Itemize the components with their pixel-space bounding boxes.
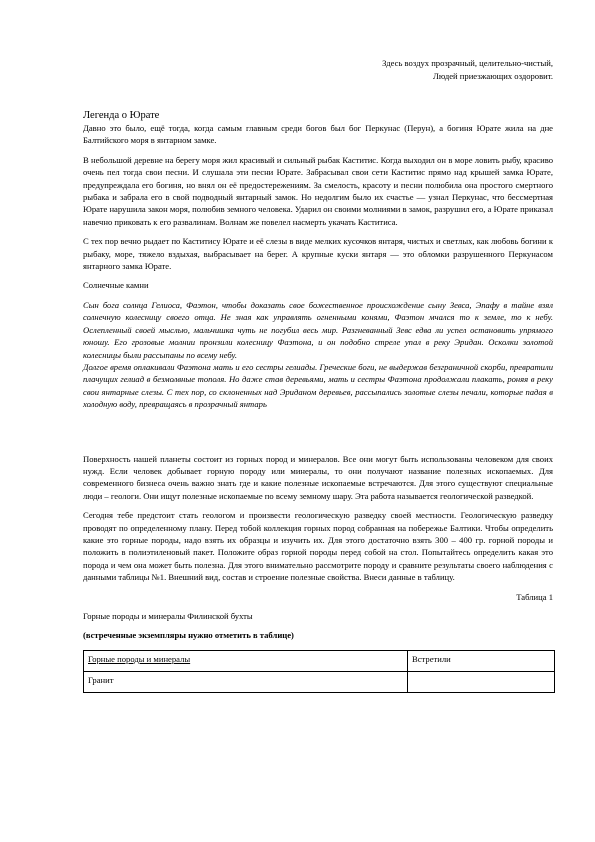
sun-stones-paragraph-1: Сын бога солнца Гелиоса, Фаэтон, чтобы доказать свое божественное происхождение сыну Зевса, Эпафу в тайне взял солнечную колесницу своего отца. Не зная как управлять огненными конями, Фаэтон мчался то к земле, то к небу. Ослепленный своей мыслью, мальчишка чуть не погубил весь мир. Разгневанный Зевс едва ли успел остановить упрямого юношу. Его грозовые молнии пронзили колесницу Фаэтона, и он подобно стреле упал в реку Эридан. Осколки золотой колесницы были рассыпаны по всему небу. [83, 299, 553, 360]
sun-stones-title: Солнечные камни [83, 280, 149, 291]
legend-paragraph-3: С тех пор вечно рыдает по Каститису Юрате и её слезы в виде мелких кусочков янтаря, чистых и светлых, как любовь богини к рыбаку, море, тяжело вздыхая, выбрасывает на берег. А крупные куски янтаря — это обломки разрушенного Перкунасом янтарного замка Юрате. [83, 236, 553, 272]
table-header-row [84, 650, 555, 671]
table-cell-rock-name: Гранит [84, 671, 408, 692]
document-body [83, 109, 553, 693]
table-header-rocks: Горные породы и минералы [84, 650, 408, 671]
table-header-met: Встретили [408, 650, 555, 671]
epigraph-line-2: Людей приезжающих оздоровит. [433, 71, 553, 81]
table-note: (встреченные экземпляры нужно отметить в таблице) [83, 630, 294, 641]
task-paragraph-2: Сегодня тебе предстоит стать геологом и произвести геологическую разведку своей местности. Геологическую разведку проводят по определенному плану. Перед тобой коллекция горных пород собранная на побережье Балтики. Чтобы определить какие это горные породы, надо взять их образцы и изучить их. Для этого достаточно взять 300 – 400 гр. горной породы и положить в полиэтиленовый пакет. Положите образ горной породы перед собой на стол. Попытайтесь определить какая это порода и чем она может быть полезна. Для этого внимательно рассмотрите породу и сравните результаты своего наблюдения с данными таблицы №1. Внешний вид, состав и строение полезные свойства. Внеси данные в таблицу. [83, 510, 553, 583]
legend-paragraph-2: В небольшой деревне на берегу моря жил красивый и сильный рыбак Каститис. Когда выходил он в море ловить рыбу, красиво очень пел тогда свои песни. И слушала эти песни Юрате. Забрасывал свои сети Каститис прямо над крышей замка Юрате, предупреждала его богиня, но внял он её предостережениям. За смелость, красоту и песни полюбила она простого смертного рыбака и забрала его в свой подводный янтарный замок. Но недолгим было их счастье — узнал Перкунас, что бессмертная Юрате нарушила закон моря, полюбив земного человека. Ударил он своими молниями в замок, разрушил его, а Юрате приказал навечно приковать к его развалинам. Волнам же повелел насмерть укачать Каститиса. [83, 154, 553, 227]
epigraph-line-1: Здесь воздух прозрачный, целительно-чистый, [382, 58, 553, 68]
task-paragraph-1: Поверхность нашей планеты состоит из горных пород и минералов. Все они могут быть использованы человеком для своих нужд. Если человек добывает горную породу или минералы, то они получают название полезных ископаемых. Для современного бизнеса очень важно знать где и какие полезные ископаемые встречаются. Для этого существуют специальные люди – геологи. Они ищут полезные ископаемые по всему земному шару. Эта работа называется геологической разведкой. [83, 453, 553, 501]
rocks-table [83, 650, 555, 693]
table-caption: Таблица 1 [516, 591, 553, 602]
table-cell-met-checkbox[interactable] [408, 671, 555, 692]
epigraph [253, 57, 553, 83]
legend-title: Легенда о Юрате [83, 110, 160, 121]
legend-paragraph-1: Давно это было, ещё тогда, когда самым главным среди богов был бог Перкунас (Перун), а богиня Юрате жила на дне Балтийского моря в янтарном замке. [83, 123, 553, 146]
table-row [84, 671, 555, 692]
sun-stones-paragraph-2: Долгое время оплакивали Фаэтона мать и его сестры гелиады. Греческие боги, не выдержав безграничной скорби, превратили плачущих гелиад в безмолвные тополя. Но даже став деревьями, мать и сестры Фаэтона продолжали плакать, роняя в реку свои янтарные слезы. С тех пор, со склоненных над Эриданом деревьев, рассыпались золотые слезы печали, которые падая в холодную воду, превращаясь в прозрачный янтарь [83, 361, 553, 410]
table-title: Горные породы и минералы Филинской бухты [83, 611, 253, 621]
